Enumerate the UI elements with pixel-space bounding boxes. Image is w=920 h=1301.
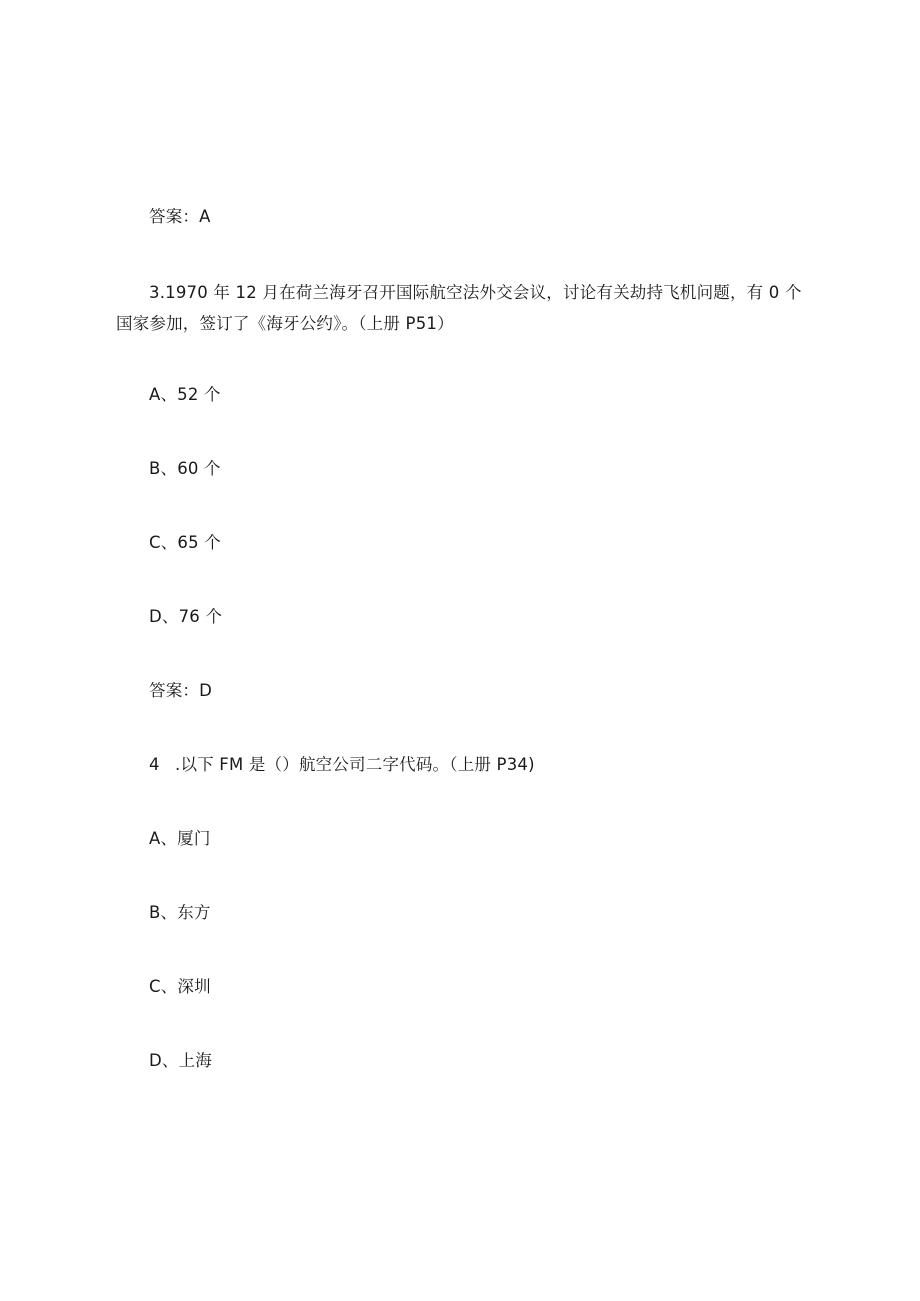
q4-stem-text: .以下 FM 是（）航空公司二字代码。（上册 P34) (175, 755, 535, 774)
q4-option-b: B、东方 (149, 903, 211, 922)
q3-option-b: B、60 个 (149, 459, 221, 478)
q3-stem-line-1: 3.1970 年 12 月在荷兰海牙召开国际航空法外交会议，讨论有关劫持飞机问题，有 0 个 (149, 283, 802, 302)
q3-option-c: C、65 个 (149, 533, 221, 552)
q3-answer: 答案：D (149, 681, 213, 700)
q2-answer: 答案：A (149, 207, 211, 226)
q3-stem-line-2: 国家参加，签订了《海牙公约》。（上册 P51） (116, 314, 454, 333)
q4-option-c: C、深圳 (149, 977, 211, 996)
q3-option-a: A、52 个 (149, 385, 221, 404)
q4-option-d: D、上海 (149, 1051, 213, 1070)
q4-number: 4 (149, 755, 160, 774)
q4-option-a: A、厦门 (149, 829, 211, 848)
q3-option-d: D、76 个 (149, 607, 223, 626)
